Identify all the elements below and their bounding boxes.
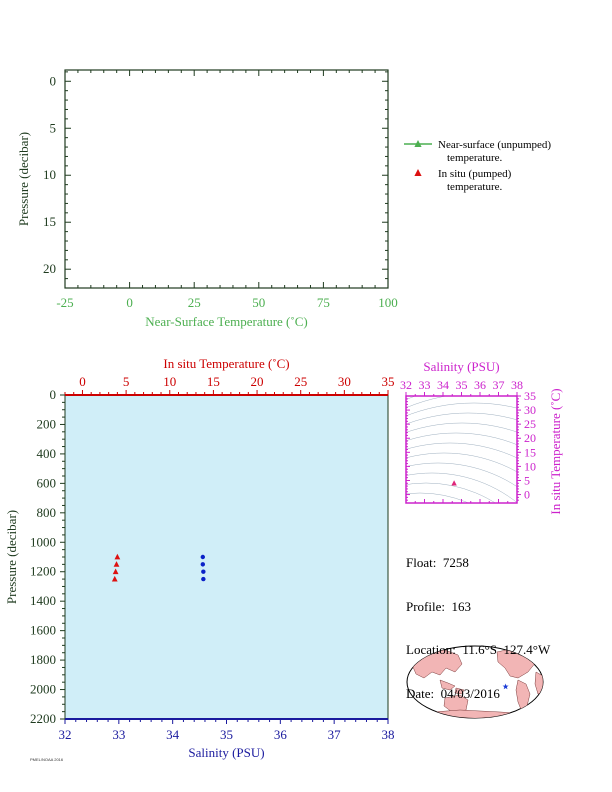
ts-y-tick-label: 0 — [524, 487, 530, 502]
legend-entry-1-cont: temperature. — [447, 152, 503, 164]
legend — [404, 139, 551, 193]
near-surface-x-tick-label: 0 — [126, 295, 133, 310]
ts-plot-background — [406, 396, 517, 503]
temperature-tick-label: 10 — [163, 374, 177, 389]
ts-y-tick-label: 15 — [524, 445, 536, 460]
float-id: Float: 7258 — [406, 555, 469, 570]
near-surface-x-tick-label: -25 — [56, 295, 74, 310]
profile-chart — [4, 356, 395, 760]
ts-x-tick-label: 37 — [492, 378, 505, 392]
salinity-tick-label: 34 — [166, 727, 180, 742]
near-surface-y-axis-label: Pressure (decibar) — [16, 131, 31, 227]
credit-stamp: PMEL/NOAA 2016 — [30, 757, 64, 762]
near-surface-y-tick-label: 0 — [49, 73, 56, 89]
pressure-tick-label: 1600 — [30, 622, 56, 638]
near-surface-y-tick-label: 20 — [43, 261, 56, 277]
profile-number: Profile: 163 — [406, 598, 471, 614]
ts-y-tick-label: 5 — [524, 473, 530, 488]
ts-x-tick-label: 33 — [418, 378, 431, 392]
temperature-tick-label: 30 — [337, 374, 351, 389]
near-surface-plot-frame — [65, 70, 388, 288]
ts-x-tick-label: 34 — [437, 378, 449, 392]
legend-entry-1: Near-surface (unpumped) — [438, 139, 552, 151]
temperature-axis-title: In situ Temperature (˚C) — [163, 356, 290, 371]
pressure-tick-label: 2200 — [30, 711, 56, 726]
near-surface-y-tick-label: 15 — [43, 214, 56, 230]
salinity-tick-label: 32 — [58, 727, 72, 742]
temperature-tick-label: 15 — [206, 374, 220, 389]
temperature-tick-label: 25 — [294, 374, 308, 389]
temperature-tick-label: 0 — [79, 374, 86, 389]
pressure-axis-label: Pressure (decibar) — [4, 509, 19, 605]
temperature-tick-label: 20 — [250, 374, 264, 389]
ts-y-tick-label: 30 — [524, 403, 536, 418]
profile-plot-area — [65, 395, 388, 719]
ts-y-tick-label: 10 — [524, 459, 536, 474]
salinity-tick-label: 35 — [220, 727, 233, 742]
salinity-axis-title: Salinity (PSU) — [188, 745, 265, 760]
profile-date: Date: 04/03/2016 — [406, 685, 500, 701]
pressure-tick-label: 1000 — [30, 534, 56, 550]
near-surface-x-tick-label: 75 — [316, 295, 330, 310]
near-surface-x-axis-label: Near-Surface Temperature (˚C) — [145, 314, 308, 329]
pressure-tick-label: 1400 — [30, 593, 56, 609]
legend-red-triangle-marker — [414, 169, 421, 176]
ts-y-tick-label: 20 — [524, 431, 536, 446]
ts-y-tick-label: 35 — [524, 389, 536, 403]
ts-x-tick-label: 38 — [511, 378, 523, 392]
pressure-tick-label: 400 — [36, 445, 56, 461]
pressure-tick-label: 2000 — [30, 681, 56, 697]
near-surface-y-tick-label: 5 — [49, 120, 56, 136]
near-surface-x-tick-label: 100 — [378, 295, 398, 310]
near-surface-y-tick-label: 10 — [43, 167, 56, 183]
legend-entry-2-cont: temperature. — [447, 181, 503, 193]
ts-y-axis-title: In situ Temperature (˚C) — [548, 388, 563, 515]
temperature-tick-label: 35 — [381, 374, 395, 389]
pressure-tick-label: 200 — [36, 416, 56, 432]
salinity-point — [201, 555, 205, 559]
near-surface-x-tick-label: 50 — [252, 295, 266, 310]
pressure-tick-label: 1200 — [30, 563, 56, 579]
ts-x-tick-label: 36 — [474, 378, 486, 392]
salinity-point — [201, 562, 205, 566]
ts-x-tick-label: 32 — [400, 378, 412, 392]
pressure-tick-label: 1800 — [30, 652, 56, 668]
salinity-tick-label: 36 — [273, 727, 287, 742]
near-surface-chart — [16, 70, 398, 329]
ts-x-axis-title: Salinity (PSU) — [423, 359, 500, 374]
ts-y-tick-label: 25 — [524, 417, 536, 432]
legend-entry-2: In situ (pumped) — [438, 168, 512, 180]
salinity-tick-label: 37 — [327, 727, 341, 742]
pressure-tick-label: 800 — [36, 504, 56, 520]
pressure-tick-label: 0 — [49, 387, 56, 402]
temperature-tick-label: 5 — [122, 374, 130, 389]
salinity-tick-label: 33 — [112, 727, 126, 742]
ts-x-tick-label: 35 — [455, 378, 468, 392]
near-surface-x-tick-label: 25 — [187, 295, 201, 310]
float-info — [406, 527, 550, 716]
salinity-point — [201, 577, 205, 581]
salinity-point — [201, 570, 205, 574]
pressure-tick-label: 600 — [36, 475, 56, 491]
float-location: Location: 11.6°S 127.4°W — [406, 642, 551, 657]
salinity-tick-label: 38 — [381, 727, 395, 742]
